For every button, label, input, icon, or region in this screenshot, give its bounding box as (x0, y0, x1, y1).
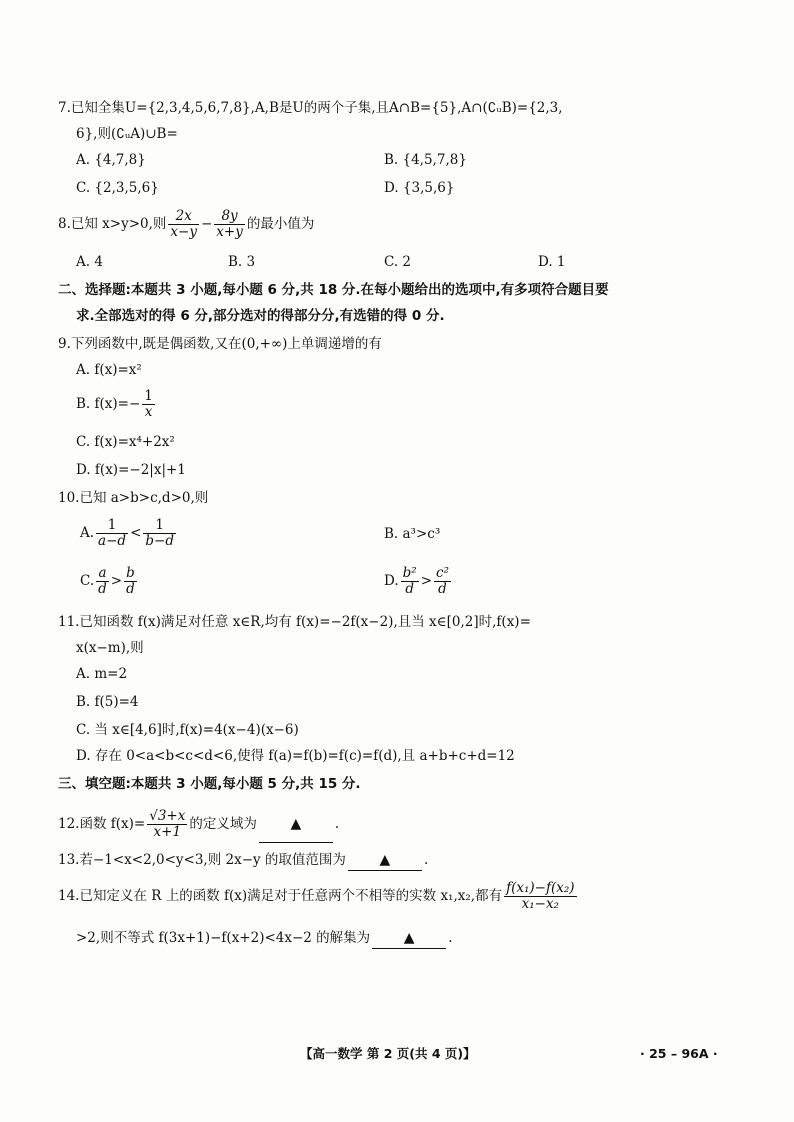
q8-option-c: C. 2 (384, 254, 412, 270)
q11-option-d: D. 存在 0<a<b<c<d<6,使得 f(a)=f(b)=f(c)=f(d),且 a+b+c+d=12 (76, 748, 515, 764)
q7-option-d: D. {3,5,6} (384, 180, 455, 196)
q7-option-b: B. {4,5,7,8} (384, 152, 467, 168)
q8-pre: 8.已知 x>y>0,则 (58, 216, 167, 232)
q11-stem-line2: x(x−m),则 (76, 640, 144, 656)
q14-answer-blank (372, 928, 446, 949)
q9-stem: 9.下列函数中,既是偶函数,又在(0,+∞)上单调递增的有 (58, 336, 382, 352)
section-3-heading: 三、填空题:本题共 3 小题,每小题 5 分,共 15 分. (58, 776, 361, 792)
q9-option-a: A. f(x)=x² (76, 362, 142, 378)
q12-fraction: $\frac{√3+x}{x+1}$ (149, 808, 186, 840)
q8-option-b: B. 3 (228, 254, 256, 270)
q7-option-a: A. {4,7,8} (76, 152, 146, 168)
q14-fraction: $\frac{\text{f(x₁)−f(x₂)}}{\text{x₁−x₂}}$ (506, 880, 575, 912)
triangle-marker-icon: ▲ (290, 816, 302, 832)
q9-b-fraction: $\frac{1}{x}$ (144, 388, 153, 420)
q8-option-a: A. 4 (76, 254, 103, 270)
q8-fraction-1: $\frac{2x}{x-y}$ (170, 208, 197, 240)
q9-option-b: B. f(x)=− $\frac{1}{x}$ (76, 388, 153, 420)
q12-stem: 12.函数 f(x)= $\frac{√3+x}{x+1}$ 的定义域为 ▲ . (58, 806, 339, 843)
q9-option-d: D. f(x)=−2|x|+1 (76, 462, 186, 478)
q11-stem-line1: 11.已知函数 f(x)满足对任意 x∈R,均有 f(x)=−2f(x−2),且当 x∈[0,2]时,f(x)= (58, 614, 531, 630)
triangle-marker-icon: ▲ (403, 930, 415, 946)
q10-option-d: D. $\frac{\text{b²}}{d}$ > $\frac{\text{c²}}{d}$ (384, 565, 449, 597)
q7-stem-line1: 7.已知全集U={2,3,4,5,6,7,8},A,B是U的两个子集,且A∩B={5},A∩(∁ᵤB)={2,3, (58, 100, 563, 116)
q13-answer-blank (348, 850, 422, 871)
q13-stem: 13.若−1<x<2,0<y<3,则 2x−y 的取值范围为 ▲ . (58, 850, 428, 871)
q11-option-a: A. m=2 (76, 666, 128, 682)
footer-code: · 25 – 96A · (640, 1046, 718, 1061)
q14-stem-line1: 14.已知定义在 R 上的函数 f(x)满足对于任意两个不相等的实数 x₁,x₂,都有 $\frac{\text{f(x₁)−f(x₂)}}{\text{x₁−x₂}}$ (58, 880, 575, 912)
q10-option-b: B. a³>c³ (384, 526, 441, 542)
q10-option-c: C. $\frac{a}{d}$ > $\frac{b}{d}$ (80, 565, 135, 597)
triangle-marker-icon: ▲ (379, 852, 391, 868)
section-2-heading-line1: 二、选择题:本题共 3 小题,每小题 6 分,共 18 分.在每小题给出的选项中,有多项符合题目要 (58, 282, 609, 298)
q8-post: 的最小值为 (246, 216, 315, 232)
q14-stem-line2: >2,则不等式 f(3x+1)−f(x+2)<4x−2 的解集为 ▲ . (76, 928, 452, 949)
q12-answer-blank (259, 806, 333, 843)
q8-stem (58, 208, 314, 240)
q10-stem: 10.已知 a>b>c,d>0,则 (58, 490, 209, 506)
footer-page-info: 【高一数学 第 2 页(共 4 页)】 (300, 1046, 476, 1061)
section-2-heading-line2: 求.全部选对的得 6 分,部分选对的得部分分,有选错的得 0 分. (76, 308, 445, 324)
q11-option-c: C. 当 x∈[4,6]时,f(x)=4(x−4)(x−6) (76, 722, 299, 738)
q7-stem-line2: 6},则(∁ᵤA)∪B= (76, 126, 178, 142)
q8-minus: − (200, 216, 213, 232)
q11-option-b: B. f(5)=4 (76, 694, 139, 710)
q9-option-c: C. f(x)=x⁴+2x² (76, 434, 175, 450)
q10-option-a: A. $\frac{1}{a-d}$ < $\frac{1}{b-d}$ (80, 517, 174, 549)
q8-fraction-2: $\frac{8y}{x+y}$ (216, 208, 243, 240)
q7-option-c: C. {2,3,5,6} (76, 180, 159, 196)
q8-option-d: D. 1 (538, 254, 566, 270)
